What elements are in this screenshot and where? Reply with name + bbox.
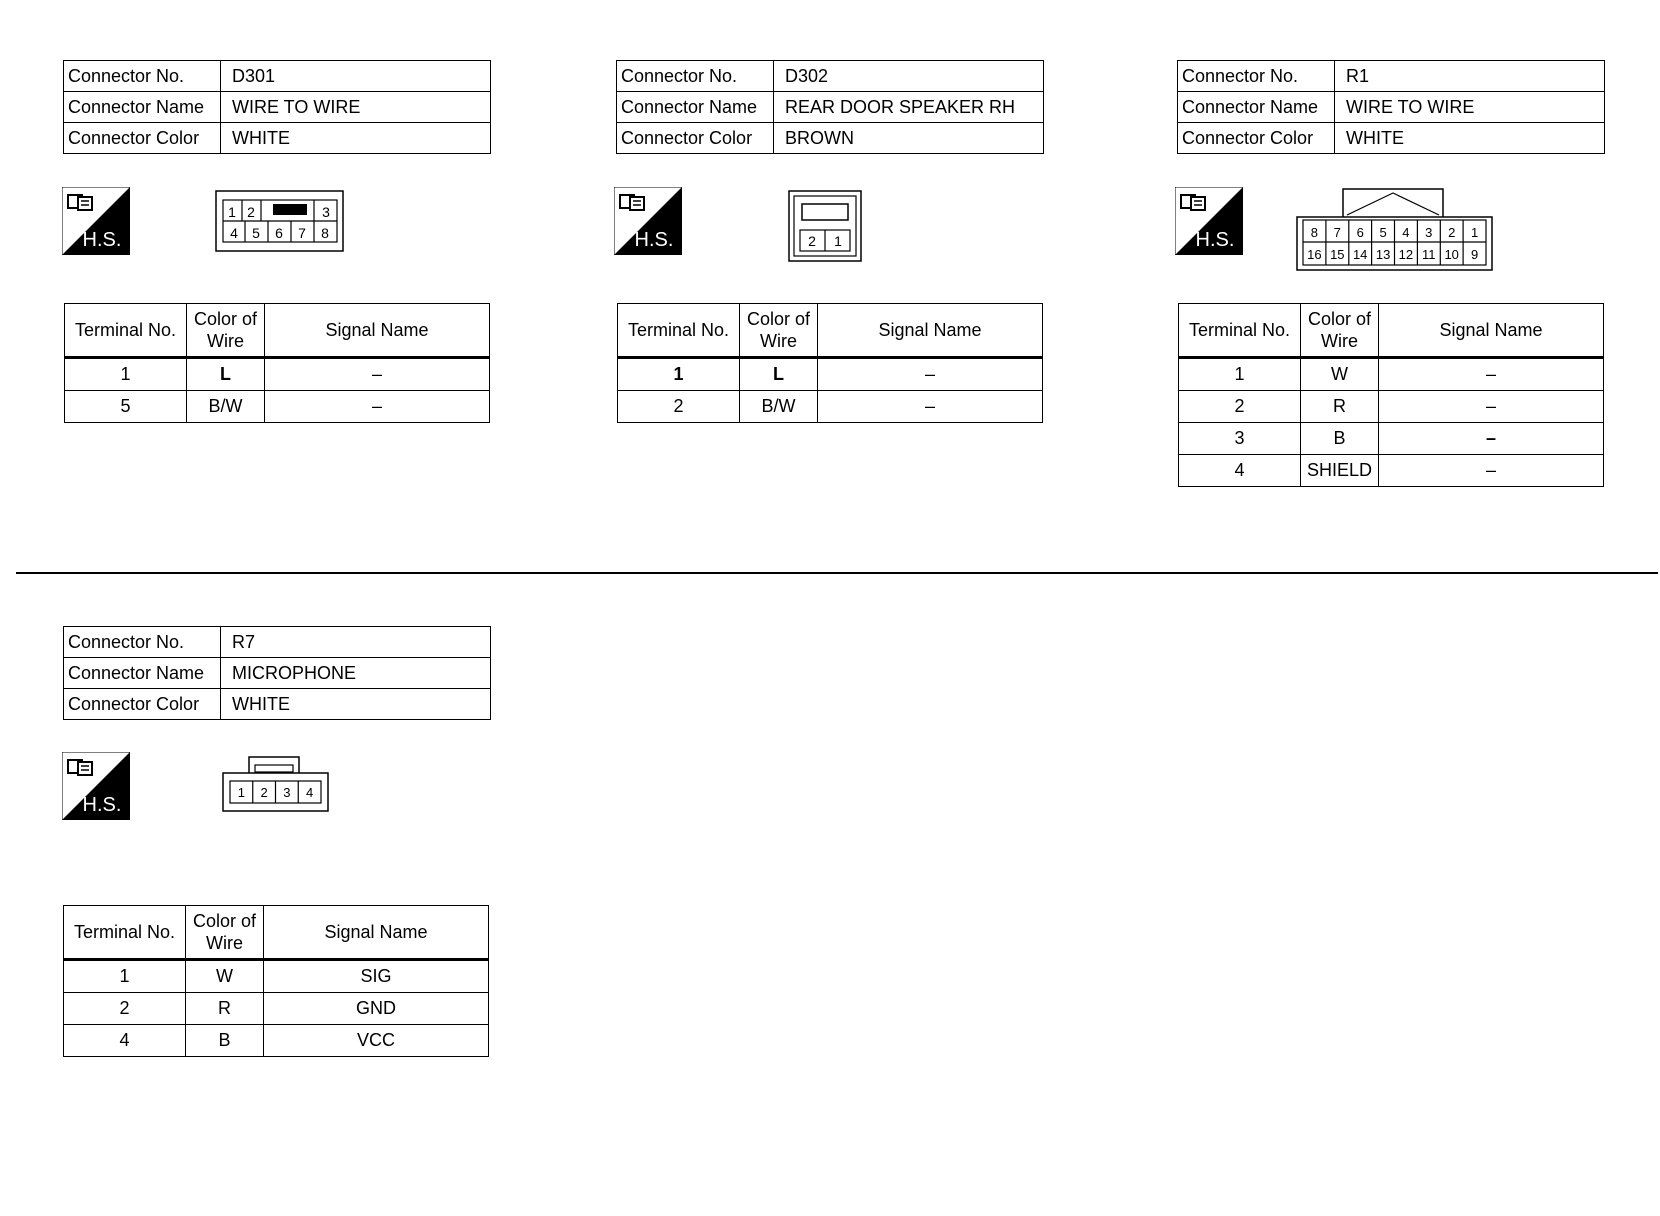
hs-label: H.S.: [82, 794, 122, 816]
pin-label: 3: [1425, 225, 1433, 240]
signal-name-cell: SIG: [264, 960, 489, 993]
pin-label: 6: [1356, 225, 1364, 240]
connector-name-value: WIRE TO WIRE: [221, 92, 491, 123]
connector-name-value: WIRE TO WIRE: [1335, 92, 1605, 123]
table-row: [64, 1025, 489, 1057]
pin-label: 3: [322, 204, 330, 220]
pin-label: 1: [1470, 225, 1479, 240]
terminal-no-header: Terminal No.: [64, 906, 186, 960]
pin-label: 10: [1444, 247, 1459, 262]
wire-color-cell: W: [1301, 358, 1379, 391]
connector-color-label: Connector Color: [64, 123, 221, 154]
connector-info-table: [63, 626, 491, 720]
pin-label: 7: [298, 225, 306, 241]
pin-label: 3: [283, 785, 291, 800]
connector-color-label: Connector Color: [617, 123, 774, 154]
connector-r7-info: [63, 626, 491, 720]
harness-side-icon: [62, 187, 130, 255]
table-row: [65, 358, 490, 391]
wire-color-cell: SHIELD: [1301, 455, 1379, 487]
wire-color-cell: L: [187, 358, 265, 391]
connector-no-value: D301: [221, 61, 491, 92]
connector-d302-diagram: [788, 190, 864, 264]
pin-label: 16: [1307, 247, 1322, 262]
wire-color-header: Color of Wire: [187, 304, 265, 358]
pin-label: 15: [1330, 247, 1345, 262]
signal-name-header: Signal Name: [264, 906, 489, 960]
signal-name-header: Signal Name: [1379, 304, 1604, 358]
pin-label: 2: [260, 785, 268, 800]
pin-label: 8: [321, 225, 329, 241]
table-row: [1179, 391, 1604, 423]
terminal-table-d301: [64, 303, 490, 423]
connector-name-label: Connector Name: [64, 658, 221, 689]
wire-color-cell: B/W: [740, 391, 818, 423]
terminal-no-cell: 5: [65, 391, 187, 423]
pin-label: 13: [1375, 247, 1391, 262]
hs-label: H.S.: [82, 229, 122, 251]
signal-name-cell: GND: [264, 993, 489, 1025]
connector-no-value: D302: [774, 61, 1044, 92]
pin-label: 7: [1333, 225, 1341, 240]
terminal-no-header: Terminal No.: [65, 304, 187, 358]
terminal-no-header: Terminal No.: [1179, 304, 1301, 358]
terminal-no-cell: 1: [1179, 358, 1301, 391]
pin-label: 8: [1310, 225, 1319, 240]
connector-d301-diagram: [215, 190, 345, 254]
table-row: [1179, 423, 1604, 455]
connector-no-label: Connector No.: [1178, 61, 1335, 92]
pin-label: 2: [1448, 225, 1456, 240]
connector-name-label: Connector Name: [1178, 92, 1335, 123]
terminal-table: [64, 303, 490, 423]
terminal-no-cell: 4: [64, 1025, 186, 1057]
harness-side-icon: [614, 187, 682, 255]
connector-no-value: R7: [221, 627, 491, 658]
wire-color-cell: R: [186, 993, 264, 1025]
harness-side-icon: [62, 752, 130, 820]
pin-label: 9: [1470, 247, 1479, 262]
pin-label: 12: [1398, 247, 1414, 262]
wire-color-cell: B: [1301, 423, 1379, 455]
terminal-no-cell: 4: [1179, 455, 1301, 487]
pin-label: 5: [252, 225, 260, 241]
table-row: [618, 391, 1043, 423]
terminal-no-cell: 1: [64, 960, 186, 993]
harness-side-icon: [1175, 187, 1243, 255]
pin-label: 4: [305, 785, 314, 800]
signal-name-cell: –: [1379, 358, 1604, 391]
pin-label: 5: [1379, 225, 1387, 240]
connector-name-value: MICROPHONE: [221, 658, 491, 689]
pin-label: 1: [237, 785, 246, 800]
pin-label: 6: [275, 225, 283, 241]
wire-color-cell: B/W: [187, 391, 265, 423]
table-row: [1179, 455, 1604, 487]
connector-d302-info: [616, 60, 1044, 154]
connector-color-value: WHITE: [1335, 123, 1605, 154]
signal-name-cell: –: [265, 358, 490, 391]
pin-label: 11: [1422, 247, 1436, 262]
wire-color-cell: W: [186, 960, 264, 993]
connector-info-table: [63, 60, 491, 154]
wire-color-header: Color of Wire: [740, 304, 818, 358]
wire-color-cell: R: [1301, 391, 1379, 423]
pin-label: 2: [808, 233, 816, 249]
signal-name-cell: –: [818, 391, 1043, 423]
terminal-table-r1: [1178, 303, 1604, 487]
signal-name-cell: –: [818, 358, 1043, 391]
connector-name-value: REAR DOOR SPEAKER RH: [774, 92, 1044, 123]
connector-color-value: WHITE: [221, 123, 491, 154]
terminal-table-d302: [617, 303, 1043, 423]
connector-name-label: Connector Name: [64, 92, 221, 123]
connector-color-label: Connector Color: [1178, 123, 1335, 154]
connector-d301-info: [63, 60, 491, 154]
signal-name-cell: VCC: [264, 1025, 489, 1057]
connector-color-value: BROWN: [774, 123, 1044, 154]
terminal-no-header: Terminal No.: [618, 304, 740, 358]
hs-label: H.S.: [1195, 229, 1235, 251]
terminal-table-r7: [63, 905, 489, 1057]
signal-name-cell: –: [1379, 391, 1604, 423]
connector-color-label: Connector Color: [64, 689, 221, 720]
section-divider: [16, 572, 1658, 574]
table-row: [64, 960, 489, 993]
signal-name-cell: –: [1379, 423, 1604, 455]
signal-name-cell: –: [1379, 455, 1604, 487]
connector-r1-diagram: [1295, 187, 1495, 273]
terminal-no-cell: 1: [618, 358, 740, 391]
pin-label: 1: [834, 233, 842, 249]
wire-color-header: Color of Wire: [1301, 304, 1379, 358]
pin-label: 14: [1352, 247, 1368, 262]
signal-name-cell: –: [265, 391, 490, 423]
pin-label: 2: [247, 204, 255, 220]
table-row: [65, 391, 490, 423]
connector-name-label: Connector Name: [617, 92, 774, 123]
wire-color-cell: B: [186, 1025, 264, 1057]
connector-no-label: Connector No.: [64, 61, 221, 92]
signal-name-header: Signal Name: [265, 304, 490, 358]
table-row: [1179, 358, 1604, 391]
terminal-no-cell: 2: [1179, 391, 1301, 423]
terminal-no-cell: 1: [65, 358, 187, 391]
pin-label: 1: [228, 204, 236, 220]
table-row: [618, 358, 1043, 391]
connector-info-table: [1177, 60, 1605, 154]
pin-label: 4: [1402, 225, 1410, 240]
terminal-no-cell: 3: [1179, 423, 1301, 455]
pin-label: 4: [230, 225, 238, 241]
connector-r7-diagram: [221, 755, 331, 815]
connector-no-value: R1: [1335, 61, 1605, 92]
connector-no-label: Connector No.: [617, 61, 774, 92]
terminal-no-cell: 2: [618, 391, 740, 423]
terminal-table: [1178, 303, 1604, 487]
wire-color-header: Color of Wire: [186, 906, 264, 960]
connector-info-table: [616, 60, 1044, 154]
signal-name-header: Signal Name: [818, 304, 1043, 358]
terminal-no-cell: 2: [64, 993, 186, 1025]
hs-label: H.S.: [634, 229, 674, 251]
table-row: [64, 993, 489, 1025]
wire-color-cell: L: [740, 358, 818, 391]
terminal-table: [63, 905, 489, 1057]
connector-no-label: Connector No.: [64, 627, 221, 658]
terminal-table: [617, 303, 1043, 423]
connector-color-value: WHITE: [221, 689, 491, 720]
connector-r1-info: [1177, 60, 1605, 154]
